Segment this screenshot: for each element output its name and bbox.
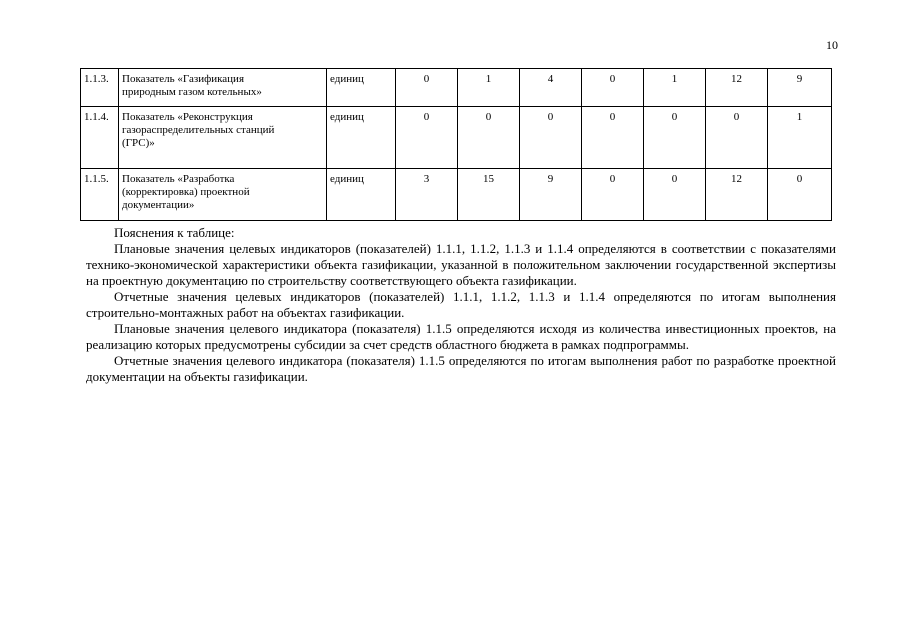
row-number-cell: 1.1.3. bbox=[81, 69, 119, 107]
indicator-name-line: Показатель «Реконструкция bbox=[122, 111, 253, 123]
unit-cell: единиц bbox=[327, 69, 396, 107]
indicator-name-line: документации» bbox=[122, 199, 195, 211]
notes-paragraph-3: Плановые значения целевого индикатора (показателя) 1.1.5 определяются исходя из количества инвестиционных проектов, на реализацию которых предусмотрены субсидии за счет средств областного бюджета в рамках подпрограммы. bbox=[86, 321, 836, 352]
indicator-name-line: (ГРС)» bbox=[122, 137, 155, 149]
value-cell: 15 bbox=[458, 169, 520, 221]
value-cell: 0 bbox=[396, 107, 458, 169]
page-number: 10 bbox=[826, 38, 838, 52]
notes-paragraph-2: Отчетные значения целевых индикаторов (показателей) 1.1.1, 1.1.2, 1.1.3 и 1.1.4 определяются по итогам выполнения строительно-монтажных работ на объектах газификации. bbox=[86, 289, 836, 320]
indicator-name-cell bbox=[119, 107, 327, 169]
value-cell: 0 bbox=[706, 107, 768, 169]
indicator-name-line: Показатель «Разработка bbox=[122, 173, 235, 185]
value-cell: 0 bbox=[644, 107, 706, 169]
value-cell: 0 bbox=[458, 107, 520, 169]
value-cell: 4 bbox=[520, 69, 582, 107]
value-cell: 12 bbox=[706, 69, 768, 107]
indicator-name-line: газораспределительных станций bbox=[122, 124, 275, 136]
indicator-name-cell bbox=[119, 69, 327, 107]
table-row bbox=[81, 69, 832, 107]
value-cell: 1 bbox=[458, 69, 520, 107]
value-cell: 3 bbox=[396, 169, 458, 221]
value-cell: 9 bbox=[520, 169, 582, 221]
indicators-table bbox=[80, 68, 832, 221]
unit-cell: единиц bbox=[327, 107, 396, 169]
notes-paragraph-4: Отчетные значения целевого индикатора (показателя) 1.1.5 определяются по итогам выполнения работ по разработке проектной документации на объекты газификации. bbox=[86, 353, 836, 384]
value-cell: 1 bbox=[644, 69, 706, 107]
value-cell: 1 bbox=[768, 107, 832, 169]
value-cell: 0 bbox=[768, 169, 832, 221]
value-cell: 0 bbox=[644, 169, 706, 221]
value-cell: 0 bbox=[582, 169, 644, 221]
indicator-name-cell bbox=[119, 169, 327, 221]
row-number-cell: 1.1.4. bbox=[81, 107, 119, 169]
table-row bbox=[81, 169, 832, 221]
indicator-name-line: Показатель «Газификация bbox=[122, 73, 244, 85]
indicator-name-line: (корректировка) проектной bbox=[122, 186, 250, 198]
value-cell: 12 bbox=[706, 169, 768, 221]
unit-cell: единиц bbox=[327, 169, 396, 221]
value-cell: 0 bbox=[396, 69, 458, 107]
notes-paragraph-1: Плановые значения целевых индикаторов (показателей) 1.1.1, 1.1.2, 1.1.3 и 1.1.4 определяются в соответствии с показателями технико-экономической характеристики объекта газификации, указанной в положительном заключении государственной экспертизы на проектную документацию по строительству соответствующего объекта газификации. bbox=[86, 241, 836, 288]
value-cell: 0 bbox=[582, 69, 644, 107]
value-cell: 0 bbox=[582, 107, 644, 169]
notes-heading: Пояснения к таблице: bbox=[114, 225, 235, 240]
notes-section bbox=[86, 225, 836, 385]
table-row bbox=[81, 107, 832, 169]
row-number-cell: 1.1.5. bbox=[81, 169, 119, 221]
indicator-name-line: природным газом котельных» bbox=[122, 86, 262, 98]
value-cell: 9 bbox=[768, 69, 832, 107]
value-cell: 0 bbox=[520, 107, 582, 169]
